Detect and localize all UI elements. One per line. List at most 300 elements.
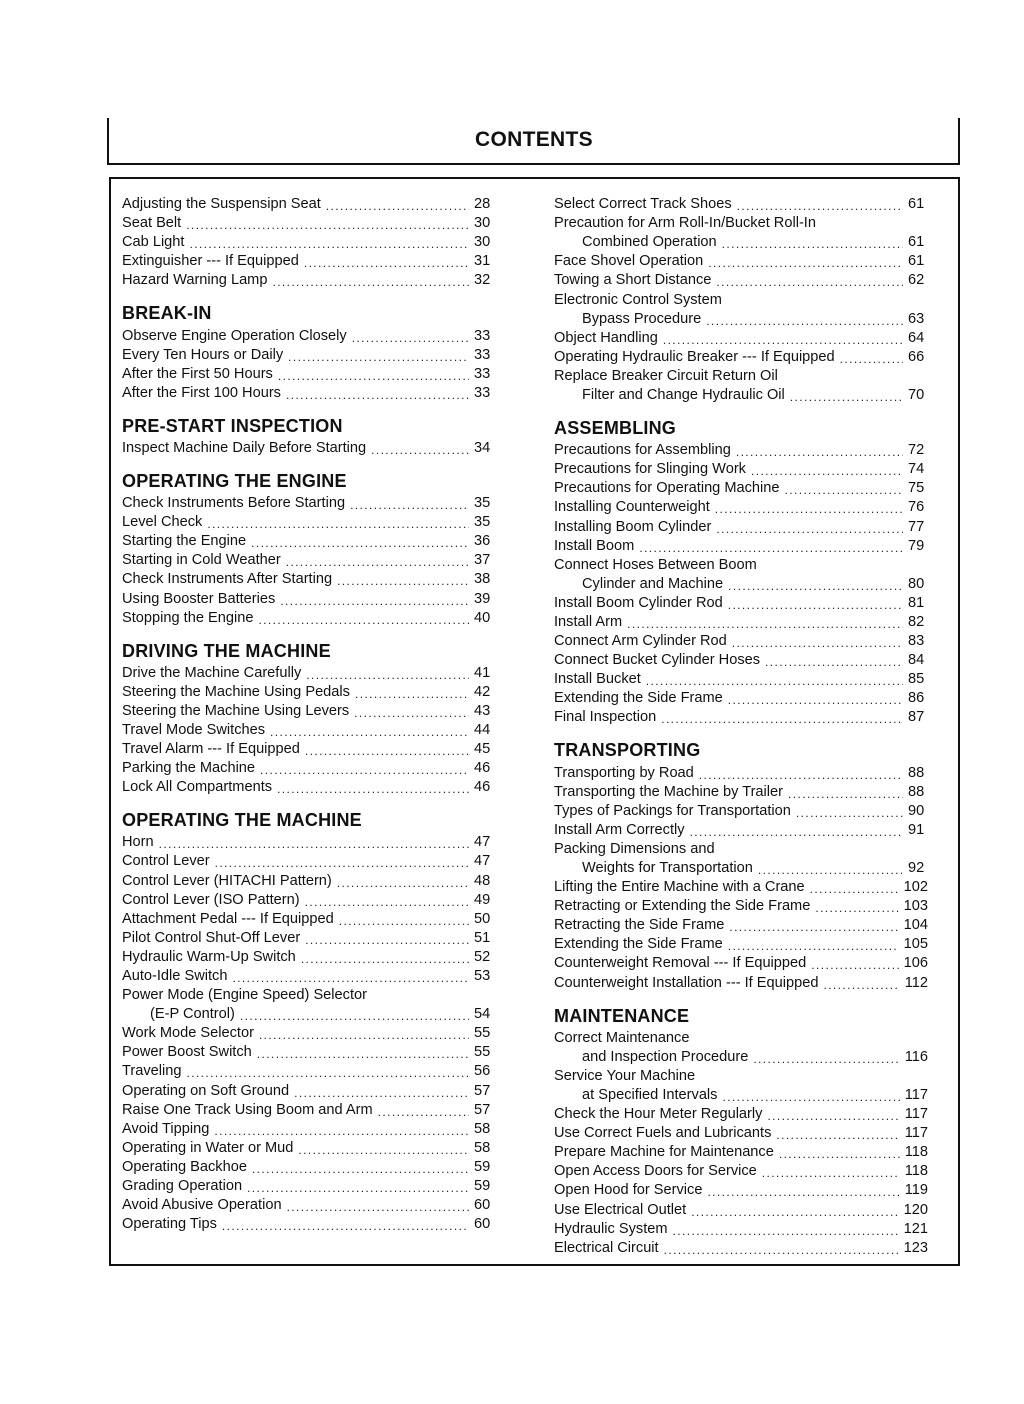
toc-entry-title: Transporting by Road [554,764,694,781]
toc-page-number: 40 [474,609,491,626]
toc-entry-title: Extending the Side Frame [554,690,723,707]
toc-entry[interactable] [122,967,494,986]
toc-page-number: 57 [474,1082,491,1099]
toc-entry[interactable] [122,1101,494,1120]
toc-entry-title: Pilot Control Shut-Off Lever [122,929,301,946]
toc-page-number: 52 [474,948,491,965]
toc-entry[interactable] [554,537,928,556]
toc-entry-title: Install Boom Cylinder Rod [554,594,723,611]
body-top-rule [109,177,960,179]
toc-entry[interactable] [122,384,494,403]
toc-page-number: 117 [904,1086,928,1103]
toc-page-number: 55 [474,1025,491,1042]
dot-leader [214,1120,469,1139]
toc-page-number: 61 [908,196,925,213]
toc-entry[interactable] [554,954,928,973]
toc-entry[interactable] [554,802,928,821]
toc-entry[interactable] [554,594,928,613]
toc-page-number: 119 [904,1182,928,1199]
dot-leader [189,233,469,252]
toc-page-number: 53 [474,968,491,984]
toc-entry[interactable] [554,651,928,670]
toc-entry-title: Object Handling [554,329,658,346]
dot-leader [716,271,903,290]
dot-leader [247,1177,469,1196]
toc-entry[interactable] [122,1177,494,1196]
toc-page-number: 88 [908,783,925,800]
toc-page-number: 50 [474,910,491,927]
toc-page-number: 60 [474,1216,491,1233]
toc-entry[interactable] [554,517,928,536]
dot-leader [673,1220,899,1239]
toc-entry[interactable] [554,441,928,460]
toc-page-number: 76 [908,499,925,516]
toc-page-number: 70 [908,387,925,404]
toc-page-number: 57 [474,1101,491,1118]
toc-page-number: 120 [903,1201,928,1218]
dot-leader [278,365,469,384]
dot-leader [728,594,903,613]
toc-entry-title: Avoid Abusive Operation [122,1197,282,1214]
toc-page-number: 61 [908,234,925,251]
dot-leader [722,233,903,252]
toc-page-number: 54 [474,1006,491,1023]
toc-entry-title: Cylinder and Machine [582,575,724,592]
dot-leader [159,833,469,852]
toc-entry[interactable] [554,1067,928,1086]
toc-entry[interactable] [554,1181,928,1200]
toc-entry-title: Avoid Tipping [122,1120,210,1137]
toc-entry[interactable] [554,1200,928,1219]
toc-page-number: 28 [474,196,491,213]
toc-page-number: 102 [903,879,928,896]
toc-entry-title: Open Hood for Service [554,1182,703,1199]
toc-entry-title: at Specified Intervals [582,1086,718,1103]
toc-entry[interactable] [122,740,494,759]
toc-entry[interactable] [122,1120,494,1139]
toc-entry-title: Counterweight Removal --- If Equipped [554,955,807,972]
toc-entry-title: Hydraulic System [554,1220,668,1237]
dot-leader [737,195,903,214]
section-heading: MAINTENANCE [554,1005,690,1026]
dot-leader [371,439,469,458]
toc-page-number: 35 [474,495,491,512]
dot-leader [294,1082,469,1101]
toc-entry[interactable] [122,551,494,570]
toc-entry[interactable] [122,532,494,551]
toc-entry-title: Steering the Machine Using Levers [122,702,350,719]
toc-page-number: 43 [474,702,491,719]
toc-entry[interactable] [554,1162,928,1181]
toc-entry-title: Check the Hour Meter Regularly [554,1106,763,1123]
dot-leader [706,310,903,329]
toc-entry[interactable] [554,1086,928,1105]
toc-page-number: 60 [474,1197,491,1214]
section-heading: ASSEMBLING [554,418,677,439]
toc-entry[interactable] [122,1043,494,1062]
dot-leader [259,1024,469,1043]
dot-leader [728,689,903,708]
toc-page-number: 74 [908,461,925,478]
dot-leader [305,929,469,948]
toc-entry-title: Connect Bucket Cylinder Hoses [554,652,761,669]
dot-leader [758,859,903,878]
toc-entry[interactable] [554,821,928,840]
dot-leader [753,1048,899,1067]
dot-leader [215,852,469,871]
toc-entry[interactable] [122,365,494,384]
toc-page-number: 33 [474,346,491,363]
toc-page-number: 79 [908,537,925,554]
toc-entry-title: Weights for Transportation [582,860,753,876]
dot-leader [350,494,469,513]
toc-entry[interactable] [122,778,494,797]
toc-entry[interactable] [122,570,494,589]
toc-entry[interactable] [554,935,928,954]
toc-page-number: 33 [474,327,491,344]
toc-entry[interactable] [554,859,928,878]
toc-entry[interactable] [122,589,494,608]
dot-leader [751,460,903,479]
toc-page-number: 117 [904,1106,928,1123]
section-heading: OPERATING THE ENGINE [122,470,347,491]
body-right-rule [958,177,960,1266]
toc-entry-title: Use Correct Fuels and Lubricants [554,1125,772,1142]
toc-entry-title: Starting in Cold Weather [122,552,281,569]
dot-leader [762,1162,900,1181]
toc-page-number: 72 [908,442,925,459]
toc-page-number: 33 [474,365,491,382]
toc-page-number: 88 [908,764,925,781]
toc-entry-title: Operating on Soft Ground [122,1082,290,1099]
toc-entry-title: Use Electrical Outlet [554,1201,687,1218]
toc-page-number: 77 [908,518,925,535]
toc-entry[interactable] [554,386,928,405]
dot-leader [251,532,469,551]
toc-page-number: 33 [474,384,491,401]
dot-leader [815,897,898,916]
toc-entry[interactable] [122,891,494,910]
toc-page-number: 87 [908,709,925,726]
toc-entry-title: Bypass Procedure [582,310,702,327]
toc-entry[interactable] [122,609,494,628]
toc-entry-title: Precautions for Operating Machine [554,480,780,497]
toc-entry[interactable] [122,721,494,740]
toc-page-number: 59 [474,1158,491,1175]
toc-entry-title: Power Mode (Engine Speed) Selector [122,987,367,1004]
toc-entry[interactable] [554,1239,928,1258]
toc-entry-title: Lock All Compartments [122,779,273,796]
toc-entry-title: Combined Operation [582,234,717,251]
dot-leader [305,740,469,759]
toc-entry[interactable] [554,897,928,916]
toc-entry[interactable] [554,214,928,233]
toc-page-number: 35 [474,514,491,531]
toc-entry[interactable] [122,702,494,721]
toc-entry-title: Operating Hydraulic Breaker --- If Equipped [554,348,835,365]
toc-entry-title: Inspect Machine Daily Before Starting [122,439,367,456]
toc-page-number: 39 [474,590,491,607]
toc-entry-title: Starting the Engine [122,533,247,550]
toc-entry[interactable] [554,840,928,859]
toc-page-number: 34 [474,439,491,456]
toc-entry[interactable] [122,326,494,345]
toc-page-number: 36 [474,533,491,550]
toc-page-number: 116 [904,1048,928,1065]
toc-page-number: 56 [474,1063,491,1080]
toc-entry-title: Control Lever (ISO Pattern) [122,891,300,908]
dot-leader [639,537,903,556]
toc-entry-title: Prepare Machine for Maintenance [554,1144,774,1161]
toc-entry[interactable] [122,252,494,271]
dot-leader [646,670,903,689]
toc-entry[interactable] [554,689,928,708]
toc-entry[interactable] [554,310,928,329]
section-heading: DRIVING THE MACHINE [122,640,331,661]
dot-leader [708,252,903,271]
toc-page-number: 84 [908,652,925,669]
dot-leader [222,1215,469,1234]
dot-leader [288,346,469,365]
toc-entry[interactable] [122,948,494,967]
toc-left-column [122,195,494,1234]
toc-page-number: 63 [908,310,925,327]
toc-page-number: 58 [474,1120,491,1137]
dot-leader [354,702,469,721]
toc-page-number: 103 [903,898,928,915]
toc-entry-title: Install Boom [554,537,635,554]
toc-entry[interactable] [554,367,928,386]
dot-leader [796,802,903,821]
toc-entry[interactable] [554,252,928,271]
toc-page-number: 106 [903,955,928,972]
toc-entry[interactable] [554,763,928,782]
toc-entry[interactable] [554,632,928,651]
toc-page-number: 62 [908,272,925,289]
toc-entry[interactable] [554,479,928,498]
toc-entry[interactable] [122,1062,494,1081]
toc-entry[interactable] [554,613,928,632]
toc-entry[interactable] [122,513,494,532]
toc-entry-title: Hazard Warning Lamp [122,272,268,289]
dot-leader [352,327,469,346]
toc-page-number: 91 [908,821,925,838]
toc-entry[interactable] [122,1139,494,1158]
toc-entry-title: Electronic Control System [554,291,722,308]
toc-entry[interactable] [554,783,928,802]
toc-entry[interactable] [554,1143,928,1162]
toc-entry[interactable] [122,1081,494,1100]
toc-entry[interactable] [122,683,494,702]
toc-entry[interactable] [122,871,494,890]
toc-page-number: 30 [474,234,491,251]
toc-entry-title: Hydraulic Warm-Up Switch [122,948,296,965]
dot-leader [301,948,469,967]
toc-page-number: 59 [474,1178,491,1195]
toc-entry[interactable] [554,1124,928,1143]
dot-leader [272,271,469,290]
toc-page-number: 30 [474,215,491,232]
toc-entry[interactable] [122,1196,494,1215]
toc-entry[interactable] [554,195,928,214]
toc-page-number: 61 [908,253,925,270]
toc-entry-title: After the First 50 Hours [122,365,273,382]
toc-entry[interactable] [554,1048,928,1067]
toc-page-number: 105 [903,936,928,953]
toc-entry-title: Stopping the Engine [122,609,254,626]
toc-entry[interactable] [554,498,928,517]
toc-page-number: 46 [474,760,491,777]
toc-page-number: 117 [904,1125,928,1142]
toc-entry-title: Precautions for Assembling [554,442,731,459]
toc-entry[interactable] [122,233,494,252]
toc-entry-title: Install Bucket [554,671,641,688]
toc-entry[interactable] [554,878,928,897]
toc-entry[interactable] [122,1158,494,1177]
toc-page-number: 44 [474,721,491,738]
toc-entry[interactable] [122,346,494,365]
toc-entry-title: Traveling [122,1063,182,1080]
toc-page-number: 85 [908,671,925,688]
toc-entry[interactable] [122,833,494,852]
dot-leader [339,910,469,929]
toc-entry-title: Packing Dimensions and [554,840,715,857]
toc-entry[interactable] [554,329,928,348]
section-heading: OPERATING THE MACHINE [122,810,362,831]
toc-entry-title: Raise One Track Using Boom and Arm [122,1101,373,1118]
toc-entry-title: Horn [122,834,154,851]
section-heading: BREAK-IN [122,303,212,324]
toc-entry[interactable] [554,233,928,252]
toc-right-column [554,195,928,1258]
toc-entry-title: Counterweight Installation --- If Equipped [554,974,819,991]
toc-entry[interactable] [122,929,494,948]
toc-entry[interactable] [554,556,928,575]
toc-entry[interactable] [554,973,928,992]
toc-entry-title: Parking the Machine [122,760,256,777]
toc-entry[interactable] [554,916,928,935]
toc-entry-title: (E-P Control) [150,1006,235,1023]
toc-entry-title: Steering the Machine Using Pedals [122,683,350,700]
toc-entry-title: Check Instruments Before Starting [122,495,346,512]
toc-entry[interactable] [122,1215,494,1234]
toc-entry[interactable] [554,575,928,594]
toc-entry[interactable] [122,910,494,929]
toc-entry[interactable] [554,271,928,290]
toc-entry-title: Power Boost Switch [122,1044,252,1061]
toc-page-number: 118 [904,1144,928,1161]
toc-entry-title: Types of Packings for Transportation [554,802,791,819]
dot-leader [270,721,469,740]
toc-entry-title: and Inspection Procedure [582,1048,749,1065]
dot-leader [337,872,469,891]
toc-entry[interactable] [122,1005,494,1024]
dot-leader [286,551,469,570]
toc-entry-title: Connect Hoses Between Boom [554,556,757,573]
toc-page-number: 83 [908,633,925,650]
dot-leader [765,651,903,670]
toc-entry-title: Extinguisher --- If Equipped [122,253,299,270]
toc-entry[interactable] [554,708,928,727]
dot-leader [280,590,469,609]
toc-entry[interactable] [554,460,928,479]
toc-page-number: 51 [474,929,491,946]
section-heading: TRANSPORTING [554,740,701,761]
toc-page-number: 81 [908,594,925,611]
dot-leader [378,1101,469,1120]
dot-leader [258,609,469,628]
toc-entry[interactable] [554,1220,928,1239]
toc-page-number: 90 [908,802,925,819]
dot-leader [337,570,469,589]
toc-page-number: 37 [474,552,491,569]
toc-page-number: 66 [908,348,925,365]
toc-entry-title: Every Ten Hours or Daily [122,346,284,363]
toc-entry-title: Precautions for Slinging Work [554,461,746,478]
toc-entry[interactable] [122,986,494,1005]
dot-leader [840,348,903,367]
toc-entry-title: Connect Arm Cylinder Rod [554,633,727,650]
dot-leader [664,1239,899,1258]
dot-leader [691,1201,898,1220]
toc-entry-title: Attachment Pedal --- If Equipped [122,910,334,927]
toc-entry-title: Electrical Circuit [554,1239,659,1256]
dot-leader [699,764,903,783]
toc-entry[interactable] [122,1024,494,1043]
dot-leader [767,1105,899,1124]
toc-page-number: 38 [474,571,491,588]
toc-entry[interactable] [122,494,494,513]
toc-entry[interactable] [554,348,928,367]
toc-page-number: 104 [903,917,928,934]
toc-entry[interactable] [122,195,494,214]
toc-entry-title: Face Shovel Operation [554,253,704,270]
dot-leader [252,1158,469,1177]
toc-page-number: 123 [903,1239,928,1256]
toc-entry-title: Auto-Idle Switch [122,968,228,984]
toc-entry[interactable] [554,670,928,689]
toc-entry[interactable] [554,290,928,309]
toc-entry[interactable] [122,664,494,683]
toc-entry[interactable] [122,214,494,233]
toc-entry-title: Control Lever (HITACHI Pattern) [122,872,332,889]
toc-entry[interactable] [554,1029,928,1048]
toc-page-number: 47 [474,853,491,870]
dot-leader [810,878,899,897]
toc-entry-title: Drive the Machine Carefully [122,664,302,681]
toc-entry[interactable] [122,439,494,458]
toc-entry-title: Transporting the Machine by Trailer [554,783,784,800]
toc-entry[interactable] [122,852,494,871]
dot-leader [286,384,469,403]
body-left-rule [109,177,111,1266]
toc-entry-title: Open Access Doors for Service [554,1163,757,1180]
toc-entry[interactable] [122,759,494,778]
toc-entry-title: Level Check [122,514,203,531]
toc-entry[interactable] [554,1105,928,1124]
toc-page-number: 86 [908,690,925,707]
toc-page-number: 118 [904,1163,928,1180]
toc-entry-title: Observe Engine Operation Closely [122,327,347,344]
toc-entry[interactable] [122,271,494,290]
dot-leader [690,821,903,840]
dot-leader [788,783,903,802]
toc-entry-title: Install Arm [554,613,623,630]
dot-leader [729,916,898,935]
toc-entry-title: Retracting or Extending the Side Frame [554,898,811,915]
toc-page-number: 46 [474,779,491,796]
body-bottom-rule [109,1264,960,1266]
